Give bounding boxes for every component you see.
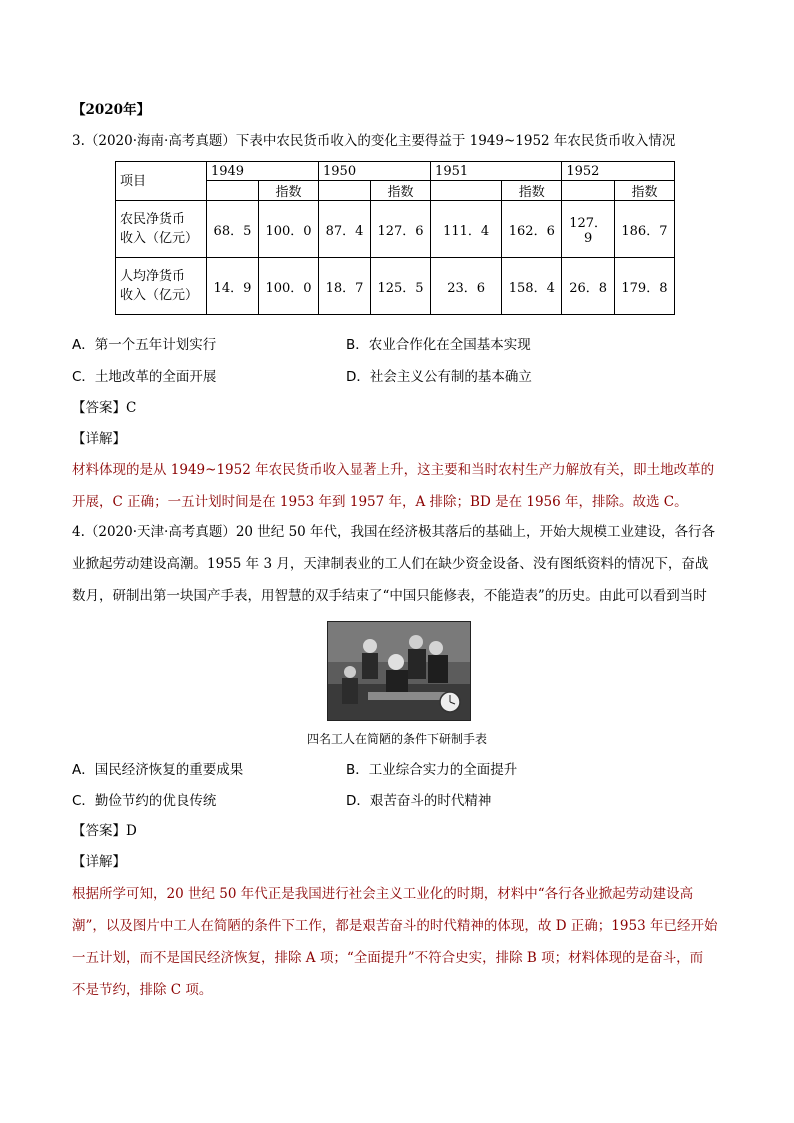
table-blank-cell — [319, 181, 371, 201]
table-year-1952: 1952 — [562, 162, 675, 181]
table-cell: 127．9 — [562, 201, 615, 258]
table-cell: 100．0 — [258, 201, 318, 258]
q3-option-a[interactable]: A．第一个五年计划实行 — [72, 337, 217, 353]
table-item-header: 项目 — [116, 162, 207, 201]
q4-detail-line: 不是节约，排除 C 项。 — [72, 982, 213, 998]
income-table — [115, 161, 675, 315]
table-cell: 18．7 — [319, 258, 371, 315]
table-cell: 87．4 — [319, 201, 371, 258]
table-cell: 186．7 — [614, 201, 674, 258]
q4-option-a[interactable]: A．国民经济恢复的重要成果 — [72, 762, 244, 778]
table-cell: 179．8 — [614, 258, 674, 315]
table-cell: 162．6 — [502, 201, 562, 258]
table-row — [116, 258, 675, 315]
q3-detail-line: 材料体现的是从 1949~1952 年农民货币收入显著上升，这主要和当时农村生产力解放有关，即土地改革的 — [72, 462, 715, 478]
q4-option-b[interactable]: B．工业综合实力的全面提升 — [346, 762, 518, 778]
table-cell: 125．5 — [371, 258, 431, 315]
table-cell: 127．6 — [371, 201, 431, 258]
table-blank-cell — [562, 181, 615, 201]
table-cell: 68．5 — [206, 201, 258, 258]
table-row-label: 人均净货币 收入（亿元） — [116, 258, 207, 315]
table-year-1951: 1951 — [431, 162, 562, 181]
table-blank-cell — [431, 181, 502, 201]
section-header: 【2020年】 — [72, 102, 151, 118]
q3-detail-line: 开展，C 正确；一五计划时间是在 1953 年到 1957 年，A 排除；BD 是在 1956 年，排除。故选 C。 — [72, 494, 688, 510]
table-cell: 14．9 — [206, 258, 258, 315]
table-cell: 158．4 — [502, 258, 562, 315]
q3-answer: 【答案】C — [72, 400, 137, 416]
workers-photo — [327, 621, 471, 721]
table-row-label: 农民净货币 收入（亿元） — [116, 201, 207, 258]
table-cell: 26．8 — [562, 258, 615, 315]
workers-photo-illustration — [328, 622, 470, 720]
q3-option-d[interactable]: D．社会主义公有制的基本确立 — [346, 369, 532, 385]
question-3-stem: 3.（2020·海南·高考真题）下表中农民货币收入的变化主要得益于 1949~1952 年农民货币收入情况 — [72, 133, 676, 149]
table-blank-cell — [206, 181, 258, 201]
table-row — [116, 201, 675, 258]
table-cell: 23．6 — [431, 258, 502, 315]
q3-option-b[interactable]: B．农业合作化在全国基本实现 — [346, 337, 531, 353]
table-year-1950: 1950 — [319, 162, 431, 181]
table-cell: 111．4 — [431, 201, 502, 258]
q4-detail-label: 【详解】 — [72, 854, 126, 870]
q4-option-d[interactable]: D．艰苦奋斗的时代精神 — [346, 793, 492, 809]
table-index-header: 指数 — [371, 181, 431, 201]
table-index-header: 指数 — [258, 181, 318, 201]
question-4-stem-line: 数月，研制出第一块国产手表，用智慧的双手结束了“中国只能修表，不能造表”的历史。由此可以看到当时 — [72, 588, 707, 604]
table-index-header: 指数 — [614, 181, 674, 201]
q4-detail-line: 根据所学可知，20 世纪 50 年代正是我国进行社会主义工业化的时期，材料中“各行各业掀起劳动建设高 — [72, 886, 694, 902]
q4-detail-line: 潮”，以及图片中工人在简陋的条件下工作，都是艰苦奋斗的时代精神的体现，故 D 正确；1953 年已经开始 — [72, 918, 718, 934]
q3-detail-label: 【详解】 — [72, 431, 126, 447]
question-4-stem-line: 4.（2020·天津·高考真题）20 世纪 50 年代，我国在经济极其落后的基础上，开始大规模工业建设，各行各 — [72, 524, 716, 540]
question-4-stem-line: 业掀起劳动建设高潮。1955 年 3 月，天津制表业的工人们在缺少资金设备、没有图纸资料的情况下，奋战 — [72, 556, 709, 572]
table-cell: 100．0 — [258, 258, 318, 315]
q4-detail-line: 一五计划，而不是国民经济恢复，排除 A 项；“全面提升”不符合史实，排除 B 项；材料体现的是奋斗，而 — [72, 950, 704, 966]
table-index-header: 指数 — [502, 181, 562, 201]
table-year-1949: 1949 — [206, 162, 318, 181]
q4-answer: 【答案】D — [72, 823, 137, 839]
q3-option-c[interactable]: C．土地改革的全面开展 — [72, 369, 217, 385]
q4-option-c[interactable]: C．勤俭节约的优良传统 — [72, 793, 217, 809]
photo-caption: 四名工人在简陋的条件下研制手表 — [306, 732, 487, 746]
